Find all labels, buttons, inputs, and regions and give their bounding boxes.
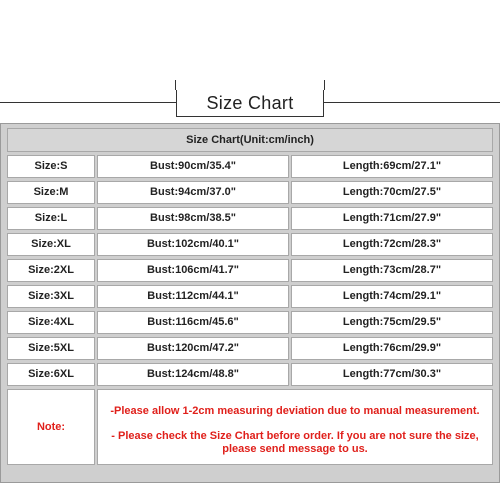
note-text-2: - Please check the Size Chart before order. If you are not sure the size, please send message to us. (111, 430, 479, 455)
bust-cell: Bust:94cm/37.0" (97, 181, 289, 204)
title-tick-left (175, 80, 176, 90)
table-row (7, 259, 493, 282)
table-row (7, 311, 493, 334)
bust-cell: Bust:116cm/45.6" (97, 311, 289, 334)
size-cell: Size:6XL (7, 363, 95, 386)
table-row (7, 181, 493, 204)
title-tick-right (324, 80, 325, 90)
table-row (7, 337, 493, 360)
table-header: Size Chart(Unit:cm/inch) (7, 128, 493, 152)
length-cell: Length:76cm/29.9" (291, 337, 493, 360)
table-row (7, 155, 493, 178)
size-cell: Size:3XL (7, 285, 95, 308)
page-title: Size Chart (206, 93, 294, 113)
note-text-1: -Please allow 1-2cm measuring deviation due to manual measurement. (110, 405, 480, 417)
length-cell: Length:72cm/28.3" (291, 233, 493, 256)
note-row (7, 389, 493, 465)
length-cell: Length:71cm/27.9" (291, 207, 493, 230)
table-row (7, 285, 493, 308)
size-cell: Size:2XL (7, 259, 95, 282)
bust-cell: Bust:124cm/48.8" (97, 363, 289, 386)
size-cell: Size:M (7, 181, 95, 204)
size-cell: Size:S (7, 155, 95, 178)
size-cell: Size:5XL (7, 337, 95, 360)
table-row (7, 233, 493, 256)
note-body (97, 389, 493, 465)
table-row (7, 207, 493, 230)
table-row (7, 363, 493, 386)
note-label: Note: (7, 389, 95, 465)
size-cell: Size:XL (7, 233, 95, 256)
length-cell: Length:69cm/27.1" (291, 155, 493, 178)
bust-cell: Bust:120cm/47.2" (97, 337, 289, 360)
bust-cell: Bust:98cm/38.5" (97, 207, 289, 230)
bust-cell: Bust:106cm/41.7" (97, 259, 289, 282)
size-chart-table (0, 123, 500, 483)
size-cell: Size:4XL (7, 311, 95, 334)
length-cell: Length:74cm/29.1" (291, 285, 493, 308)
bust-cell: Bust:90cm/35.4" (97, 155, 289, 178)
length-cell: Length:75cm/29.5" (291, 311, 493, 334)
bust-cell: Bust:112cm/44.1" (97, 285, 289, 308)
size-cell: Size:L (7, 207, 95, 230)
length-cell: Length:73cm/28.7" (291, 259, 493, 282)
title-banner (0, 88, 500, 120)
bust-cell: Bust:102cm/40.1" (97, 233, 289, 256)
length-cell: Length:77cm/30.3" (291, 363, 493, 386)
title-box (176, 90, 324, 117)
length-cell: Length:70cm/27.5" (291, 181, 493, 204)
